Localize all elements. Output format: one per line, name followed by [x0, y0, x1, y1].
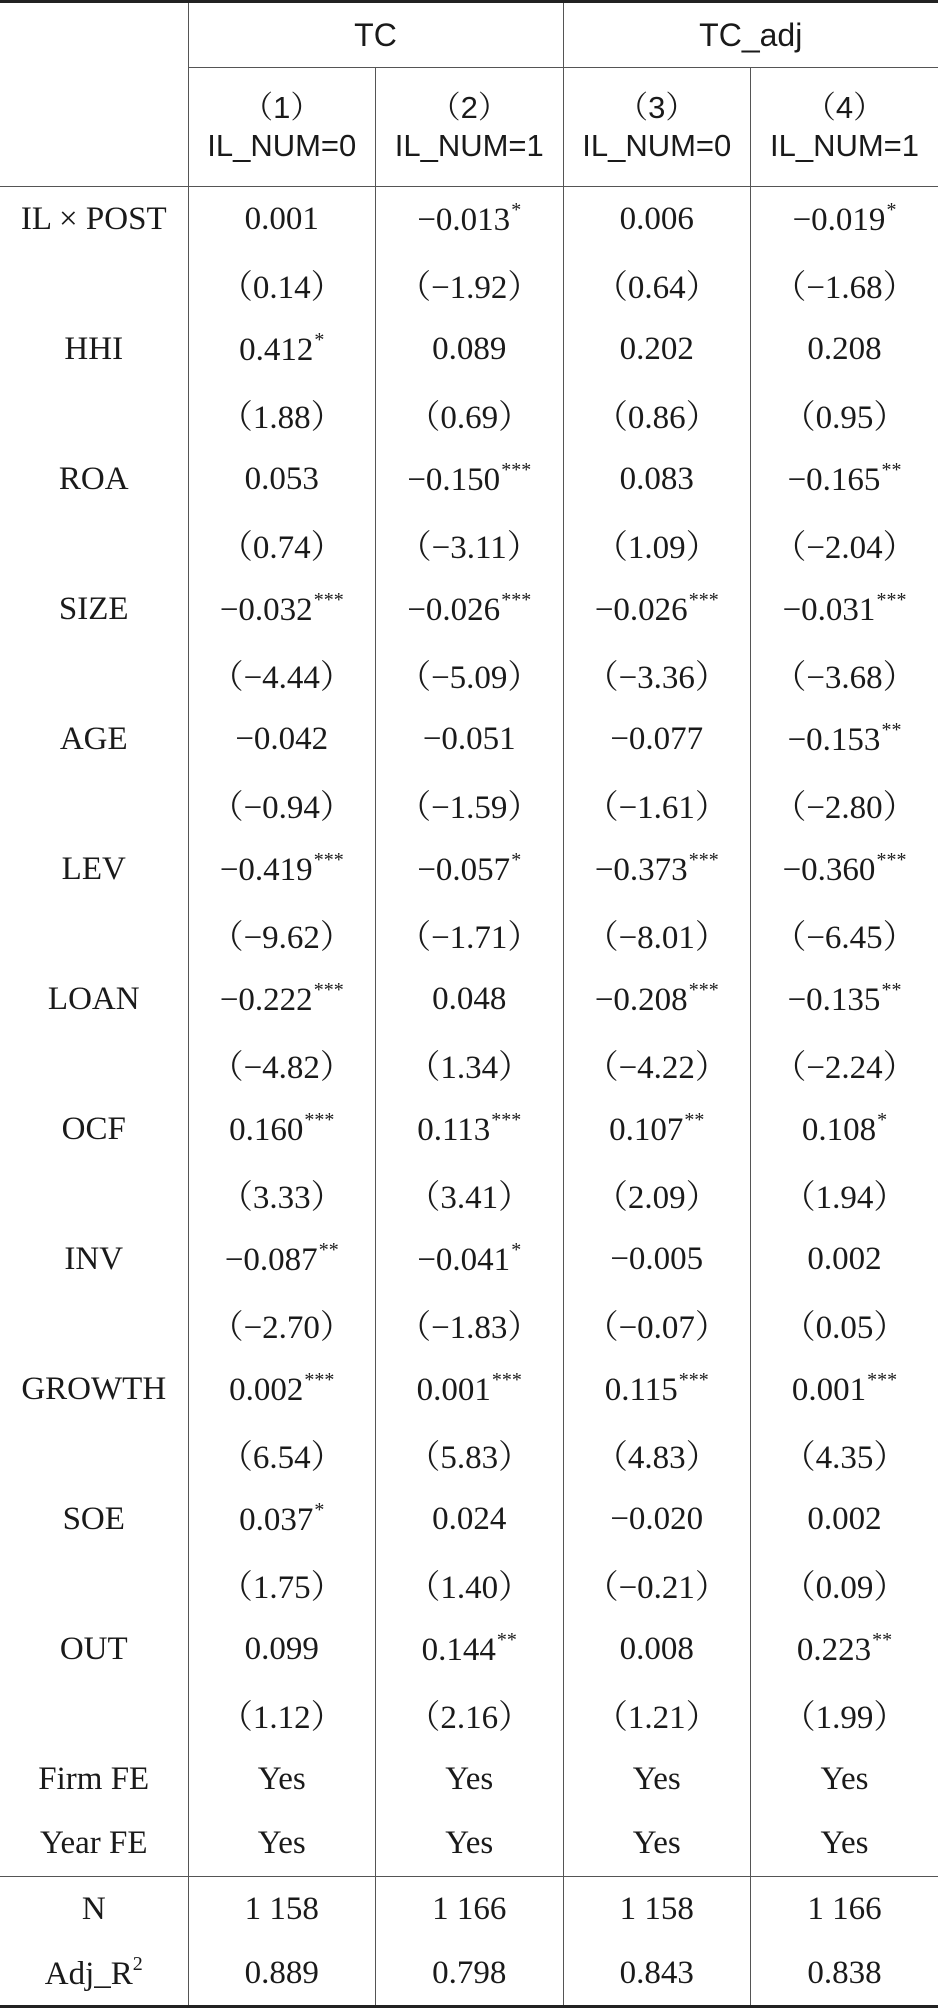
coefficient-value: −0.013 [417, 202, 511, 239]
significance-stars: ** [684, 1109, 705, 1131]
coefficient-cell [188, 1227, 376, 1292]
row-label: GROWTH [21, 1370, 167, 1407]
coefficient-cell [188, 837, 376, 902]
t-statistic-cell: （−3.11） [376, 512, 564, 577]
row-label: HHI [64, 330, 124, 367]
table-row [0, 1227, 938, 1292]
statistic-cell: 1 166 [751, 1877, 938, 1942]
table-row [0, 1487, 938, 1552]
t-statistic-cell: （−4.82） [188, 1032, 376, 1097]
coefficient-cell [188, 967, 376, 1032]
coefficient-cell [188, 1487, 376, 1552]
significance-stars: *** [501, 589, 532, 611]
row-label: INV [64, 1240, 124, 1277]
row-label [0, 1877, 188, 1942]
row-label-empty [0, 512, 188, 577]
row-label-empty [0, 1682, 188, 1747]
t-statistic-cell: （−1.83） [376, 1292, 564, 1357]
significance-stars: * [877, 1109, 888, 1131]
coefficient-cell [188, 1097, 376, 1162]
coefficient-cell [751, 707, 938, 772]
significance-stars: * [886, 199, 897, 222]
significance-stars: ** [881, 979, 902, 1001]
coefficient-cell [563, 967, 751, 1032]
row-label: IL × POST [20, 200, 167, 237]
t-statistic-cell: （1.34） [376, 1032, 564, 1097]
coefficient-cell [751, 1487, 938, 1552]
coefficient-cell [376, 577, 564, 642]
stub-header-cell [0, 2, 188, 187]
row-label: Year FE [39, 1825, 148, 1862]
row-label-empty [0, 1552, 188, 1617]
table-row [0, 1357, 938, 1422]
t-statistic-cell: （−6.45） [751, 902, 938, 967]
coefficient-cell [751, 837, 938, 902]
statistic-label-superscript: 2 [132, 1953, 143, 1976]
table-row [0, 837, 938, 902]
t-statistic-cell: （−3.36） [563, 642, 751, 707]
t-statistic-cell: （2.16） [376, 1682, 564, 1747]
statistic-row [0, 1877, 938, 1942]
coefficient-value: 0.113 [417, 1112, 491, 1148]
t-statistic-cell: （0.09） [751, 1552, 938, 1617]
coefficient-value: −0.031 [782, 592, 876, 628]
t-statistic-cell: （1.94） [751, 1162, 938, 1227]
t-statistic-cell: （1.88） [188, 382, 376, 447]
column-header-4 [751, 68, 938, 187]
coefficient-cell [376, 1487, 564, 1552]
significance-stars: *** [688, 589, 719, 611]
t-statistic-cell: （1.75） [188, 1552, 376, 1617]
coefficient-value: 0.024 [432, 1500, 507, 1537]
coefficient-value: 0.107 [609, 1112, 684, 1148]
coefficient-value: 0.002 [229, 1372, 304, 1408]
table-row [0, 1097, 938, 1162]
t-statistic-cell: （−5.09） [376, 642, 564, 707]
coefficient-value: 0.053 [244, 460, 319, 497]
t-statistic-cell: （3.33） [188, 1162, 376, 1227]
coefficient-value: −0.135 [787, 982, 881, 1018]
coefficient-value: 0.001 [244, 200, 319, 237]
coefficient-value: −0.077 [610, 720, 704, 757]
table-row-tstat [0, 382, 938, 447]
t-statistic-cell: （−1.71） [376, 902, 564, 967]
t-statistic-cell: （6.54） [188, 1422, 376, 1487]
coefficient-value: −0.032 [219, 592, 313, 628]
fixed-effect-cell: Yes [563, 1747, 751, 1812]
coefficient-value: 0.006 [619, 200, 694, 237]
coefficient-value: 0.083 [619, 460, 694, 497]
significance-stars: *** [491, 1369, 522, 1391]
column-header-2 [376, 68, 564, 187]
t-statistic-cell: （1.99） [751, 1682, 938, 1747]
t-statistic-cell: （−1.59） [376, 772, 564, 837]
row-label: OCF [61, 1110, 126, 1147]
t-statistic-cell: （−4.22） [563, 1032, 751, 1097]
table-row-tstat [0, 1292, 938, 1357]
column-number: （2） [429, 90, 509, 125]
significance-stars: * [511, 849, 522, 871]
fixed-effect-row [0, 1812, 938, 1877]
significance-stars: ** [872, 1629, 893, 1651]
fixed-effect-row [0, 1747, 938, 1812]
significance-stars: * [511, 199, 522, 222]
statistic-row [0, 1942, 938, 2007]
table-row-tstat [0, 1032, 938, 1097]
significance-stars: * [314, 1499, 325, 1521]
statistic-label: Adj_R [44, 1956, 133, 1993]
fixed-effect-cell: Yes [188, 1747, 376, 1812]
coefficient-cell [376, 1227, 564, 1292]
coefficient-value: 0.115 [604, 1372, 678, 1408]
significance-stars: ** [881, 719, 902, 741]
header-group-row [0, 2, 938, 68]
coefficient-cell [563, 837, 751, 902]
table-row [0, 317, 938, 382]
t-statistic-cell: （−2.80） [751, 772, 938, 837]
significance-stars: * [314, 329, 325, 351]
coefficient-cell [751, 1097, 938, 1162]
significance-stars: *** [876, 589, 907, 611]
column-condition: IL_NUM=0 [207, 128, 357, 163]
coefficient-value: 0.412 [239, 332, 314, 368]
statistic-cell: 1 158 [563, 1877, 751, 1942]
coefficient-value: 0.208 [807, 330, 882, 367]
coefficient-cell [563, 447, 751, 512]
significance-stars: *** [876, 849, 907, 871]
coefficient-cell [376, 187, 564, 252]
fixed-effect-cell: Yes [751, 1812, 938, 1877]
significance-stars: *** [304, 1369, 335, 1391]
coefficient-cell [563, 1617, 751, 1682]
statistic-cell: 1 166 [376, 1877, 564, 1942]
row-label-empty [0, 1292, 188, 1357]
coefficient-cell [376, 317, 564, 382]
coefficient-value: 0.002 [807, 1240, 882, 1277]
coefficient-cell [376, 1617, 564, 1682]
coefficient-cell [751, 1227, 938, 1292]
coefficient-value: −0.419 [219, 852, 313, 888]
t-statistic-cell: （0.14） [188, 252, 376, 317]
row-label: LEV [61, 850, 126, 887]
t-statistic-cell: （1.40） [376, 1552, 564, 1617]
significance-stars: * [511, 1239, 522, 1261]
coefficient-cell [751, 577, 938, 642]
t-statistic-cell: （0.05） [751, 1292, 938, 1357]
t-statistic-cell: （4.83） [563, 1422, 751, 1487]
coefficient-cell [188, 1357, 376, 1422]
t-statistic-cell: （−2.70） [188, 1292, 376, 1357]
coefficient-cell [376, 1097, 564, 1162]
t-statistic-cell: （1.21） [563, 1682, 751, 1747]
row-label: SOE [62, 1500, 125, 1537]
table-row [0, 577, 938, 642]
fixed-effect-cell: Yes [563, 1812, 751, 1877]
statistic-label: N [81, 1890, 106, 1927]
t-statistic-cell: （−3.68） [751, 642, 938, 707]
row-label-empty [0, 1422, 188, 1487]
column-header-1 [188, 68, 376, 187]
t-statistic-cell: （0.86） [563, 382, 751, 447]
coefficient-value: 0.001 [791, 1372, 867, 1408]
table-row-tstat [0, 1422, 938, 1487]
group-header-tc-adj: TC_adj [563, 2, 938, 68]
coefficient-value: −0.222 [219, 982, 313, 1018]
column-condition: IL_NUM=0 [582, 128, 732, 163]
coefficient-cell [563, 707, 751, 772]
t-statistic-cell: （0.74） [188, 512, 376, 577]
t-statistic-cell: （−0.94） [188, 772, 376, 837]
coefficient-cell [376, 967, 564, 1032]
coefficient-value: −0.150 [407, 462, 501, 498]
coefficient-value: 0.089 [432, 330, 507, 367]
coefficient-cell [751, 187, 938, 252]
t-statistic-cell: （−9.62） [188, 902, 376, 967]
coefficient-value: −0.057 [417, 852, 511, 888]
coefficient-cell [563, 1357, 751, 1422]
significance-stars: *** [688, 849, 719, 871]
t-statistic-cell: （−1.68） [751, 252, 938, 317]
coefficient-value: 0.202 [619, 330, 694, 367]
column-header-3 [563, 68, 751, 187]
coefficient-cell [751, 317, 938, 382]
row-label-empty [0, 642, 188, 707]
table-row [0, 187, 938, 252]
coefficient-cell [188, 577, 376, 642]
coefficient-value: 0.037 [239, 1502, 314, 1538]
table-row-tstat [0, 1552, 938, 1617]
t-statistic-cell: （−8.01） [563, 902, 751, 967]
coefficient-cell [376, 1357, 564, 1422]
coefficient-value: −0.005 [610, 1240, 704, 1277]
group-header-tc: TC [188, 2, 563, 68]
table-row-tstat [0, 1682, 938, 1747]
t-statistic-cell: （2.09） [563, 1162, 751, 1227]
row-label-empty [0, 1032, 188, 1097]
row-label-empty [0, 1162, 188, 1227]
row-label: SIZE [58, 590, 129, 627]
coefficient-value: 0.001 [416, 1372, 491, 1408]
t-statistic-cell: （−2.04） [751, 512, 938, 577]
table-row [0, 707, 938, 772]
t-statistic-cell: （1.12） [188, 1682, 376, 1747]
row-label: OUT [59, 1630, 128, 1667]
fixed-effect-cell: Yes [751, 1747, 938, 1812]
table-row-tstat [0, 772, 938, 837]
row-label-empty [0, 252, 188, 317]
t-statistic-cell: （3.41） [376, 1162, 564, 1227]
t-statistic-cell: （−4.44） [188, 642, 376, 707]
row-label: ROA [58, 460, 129, 497]
coefficient-cell [188, 447, 376, 512]
coefficient-cell [563, 1487, 751, 1552]
significance-stars: ** [881, 459, 902, 481]
significance-stars: *** [688, 979, 719, 1001]
significance-stars: *** [304, 1109, 335, 1131]
t-statistic-cell: （−2.24） [751, 1032, 938, 1097]
coefficient-cell [376, 447, 564, 512]
table-row-tstat [0, 642, 938, 707]
column-number: （4） [804, 90, 885, 125]
coefficient-cell [188, 707, 376, 772]
significance-stars: *** [313, 849, 344, 871]
significance-stars: ** [318, 1239, 339, 1261]
t-statistic-cell: （−1.61） [563, 772, 751, 837]
coefficient-cell [563, 187, 751, 252]
coefficient-cell [751, 1357, 938, 1422]
fixed-effect-cell: Yes [376, 1747, 564, 1812]
coefficient-value: −0.165 [787, 462, 881, 498]
coefficient-cell [563, 1097, 751, 1162]
coefficient-value: 0.160 [229, 1112, 304, 1148]
coefficient-value: −0.026 [407, 592, 501, 628]
row-label-empty [0, 902, 188, 967]
row-label [0, 1942, 188, 2007]
coefficient-value: −0.153 [787, 722, 881, 758]
statistic-cell: 1 158 [188, 1877, 376, 1942]
column-condition: IL_NUM=1 [769, 128, 920, 163]
coefficient-value: 0.108 [801, 1112, 877, 1148]
table-row [0, 447, 938, 512]
coefficient-value: −0.019 [792, 202, 886, 239]
row-label: AGE [59, 720, 128, 757]
significance-stars: *** [491, 1109, 522, 1131]
column-number: （3） [617, 90, 697, 125]
table-row-tstat [0, 1162, 938, 1227]
table-row [0, 1617, 938, 1682]
coefficient-cell [751, 1617, 938, 1682]
fixed-effect-cell: Yes [188, 1812, 376, 1877]
statistic-cell: 0.838 [751, 1942, 938, 2007]
t-statistic-cell: （5.83） [376, 1422, 564, 1487]
coefficient-value: −0.026 [594, 592, 688, 628]
t-statistic-cell: （1.09） [563, 512, 751, 577]
coefficient-value: 0.223 [796, 1632, 872, 1668]
table-row-tstat [0, 252, 938, 317]
coefficient-value: 0.144 [421, 1632, 496, 1668]
coefficient-cell [751, 967, 938, 1032]
coefficient-cell [188, 317, 376, 382]
coefficient-value: −0.051 [422, 720, 516, 757]
significance-stars: ** [496, 1629, 517, 1651]
row-label-empty [0, 772, 188, 837]
t-statistic-cell: （4.35） [751, 1422, 938, 1487]
table-row-tstat [0, 902, 938, 967]
significance-stars: *** [678, 1369, 709, 1391]
coefficient-value: −0.373 [594, 852, 688, 888]
coefficient-value: −0.042 [235, 720, 329, 757]
coefficient-value: −0.360 [782, 852, 876, 888]
table-body [0, 187, 938, 2007]
coefficient-value: −0.087 [224, 1242, 318, 1278]
table-row [0, 967, 938, 1032]
coefficient-cell [563, 577, 751, 642]
coefficient-cell [188, 1617, 376, 1682]
t-statistic-cell: （0.64） [563, 252, 751, 317]
significance-stars: *** [313, 979, 344, 1001]
coefficient-value: 0.048 [432, 980, 507, 1017]
significance-stars: *** [313, 589, 344, 611]
t-statistic-cell: （−1.92） [376, 252, 564, 317]
statistic-cell: 0.843 [563, 1942, 751, 2007]
fixed-effect-cell: Yes [376, 1812, 564, 1877]
statistic-cell: 0.889 [188, 1942, 376, 2007]
t-statistic-cell: （−0.07） [563, 1292, 751, 1357]
coefficient-cell [751, 447, 938, 512]
coefficient-cell [376, 837, 564, 902]
coefficient-cell [563, 1227, 751, 1292]
coefficient-value: 0.008 [619, 1630, 694, 1667]
t-statistic-cell: （0.69） [376, 382, 564, 447]
significance-stars: *** [867, 1369, 898, 1391]
coefficient-value: −0.208 [594, 982, 688, 1018]
significance-stars: *** [501, 459, 532, 481]
coefficient-value: 0.002 [807, 1500, 882, 1537]
coefficient-value: −0.041 [417, 1242, 511, 1278]
t-statistic-cell: （0.95） [751, 382, 938, 447]
row-label: LOAN [47, 980, 140, 1017]
row-label-empty [0, 382, 188, 447]
coefficient-cell [563, 317, 751, 382]
coefficient-value: 0.099 [244, 1630, 319, 1667]
coefficient-cell [188, 187, 376, 252]
column-number: （1） [242, 90, 322, 125]
coefficient-cell [376, 707, 564, 772]
coefficient-value: −0.020 [610, 1500, 704, 1537]
column-condition: IL_NUM=1 [394, 128, 544, 163]
statistic-cell: 0.798 [376, 1942, 564, 2007]
t-statistic-cell: （−0.21） [563, 1552, 751, 1617]
table-row-tstat [0, 512, 938, 577]
row-label: Firm FE [38, 1760, 150, 1797]
